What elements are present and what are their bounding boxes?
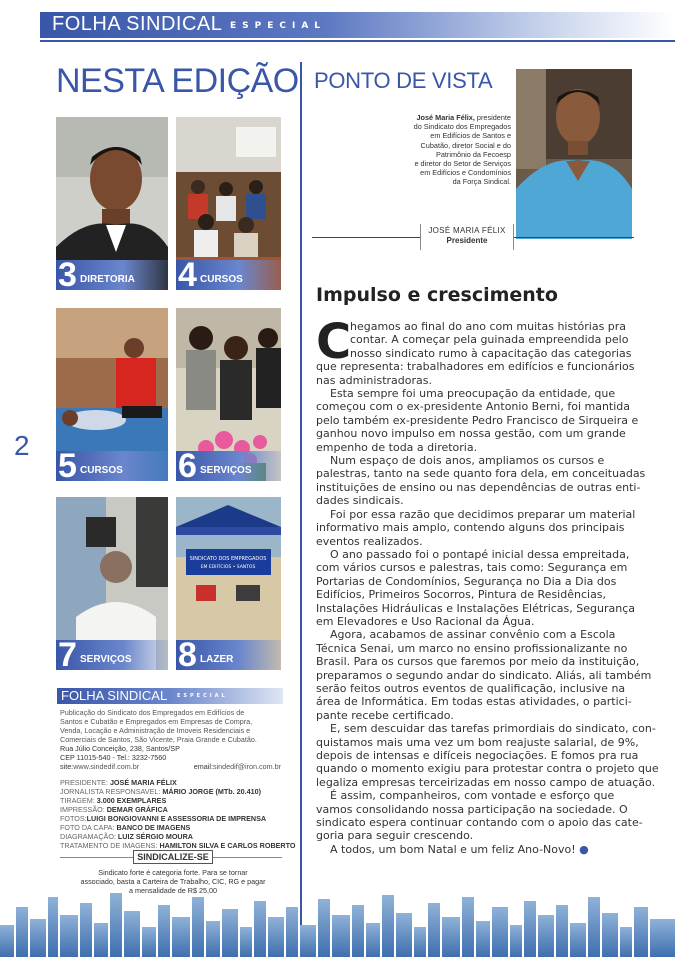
email-label: email: bbox=[193, 762, 213, 771]
bio-line: Patrimônio da Fecoesp bbox=[435, 149, 511, 159]
contents-item-cursos-4[interactable] bbox=[176, 117, 281, 290]
masthead-subtitle: ESPECIAL bbox=[230, 21, 327, 31]
masthead-rule bbox=[40, 40, 675, 42]
page-ref-number: 8 bbox=[178, 636, 197, 670]
article-line: Brasil. Para os cursos que faremos por meio da instituição, bbox=[316, 655, 640, 669]
credit-value: LUIZ SÉRGIO MOURA bbox=[117, 832, 193, 841]
author-bio bbox=[365, 113, 511, 187]
colophon-address: Rua Júlio Conceição, 238, Santos/SP bbox=[60, 744, 180, 753]
page-ref-label: DIRETORIA bbox=[80, 274, 135, 285]
section-title: PONTO DE VISTA bbox=[314, 68, 493, 93]
sindicalize-label: SINDICALIZE-SE bbox=[133, 850, 213, 864]
credit-key: JORNALISTA RESPONSAVEL: bbox=[60, 787, 161, 796]
contents-caption bbox=[56, 636, 168, 670]
article-line: Portarias de Condomínios, Segurança no Dia a Dia dos bbox=[316, 574, 617, 588]
article-line: serão feitos outros eventos de qualificação, inclusive na bbox=[316, 681, 626, 695]
credit-row bbox=[60, 832, 285, 841]
bio-line: e diretor do Setor de Serviços bbox=[414, 159, 511, 169]
article-line: ganhou novo impulso em nossa gestão, com um grande bbox=[316, 427, 626, 441]
article-line: hegamos ao final do ano com muitas histórias pra bbox=[350, 320, 627, 333]
page-ref-label: SERVIÇOS bbox=[80, 654, 132, 665]
caption-role: Presidente bbox=[446, 236, 488, 245]
credit-row bbox=[60, 787, 285, 796]
masthead-bar bbox=[40, 12, 675, 38]
article-line: sindicato espera continuar contando com o apoio das cate- bbox=[316, 816, 643, 830]
banner-text: SINDICATO DOS EMPREGADOS bbox=[189, 556, 267, 562]
contents-title: NESTA EDIÇÃO bbox=[56, 62, 299, 100]
bio-line: da Força Sindical. bbox=[452, 177, 511, 187]
credit-value: MÁRIO JORGE (MTb. 20.410) bbox=[162, 787, 262, 796]
contents-caption bbox=[176, 447, 281, 481]
credit-row bbox=[60, 841, 296, 850]
article-line: com vários cursos e palestras, tais como: Segurança em bbox=[316, 561, 628, 575]
colophon-contacts bbox=[60, 762, 285, 771]
credit-row bbox=[60, 823, 285, 832]
contents-caption bbox=[56, 447, 168, 481]
author-photo bbox=[516, 69, 632, 239]
article-line: informativo mais amplo, contendo alguns dos principais bbox=[316, 521, 625, 535]
bio-line: do Sindicato dos Empregados bbox=[413, 122, 511, 132]
article-line: Foi por essa razão que decidimos preparar um material bbox=[330, 507, 636, 521]
article-line: Num espaço de dois anos, ampliamos os cursos e bbox=[330, 454, 605, 468]
sindicalize-line: associado, basta a Carteira de Trabalho, CIC, RG e pagar bbox=[80, 877, 266, 886]
contents-item-lazer[interactable] bbox=[176, 497, 281, 670]
bio-line: presidente bbox=[474, 113, 511, 122]
article-line: em Elevadores e Uso Racional da Água. bbox=[316, 614, 535, 628]
article-line: contar. A começar pela guinada empreendida pelo bbox=[350, 333, 629, 347]
sindicalize-line: a mensalidade de R$ 25,00 bbox=[129, 886, 217, 895]
bio-line: em Edifícios e Condomínios bbox=[420, 168, 511, 178]
drop-cap: C bbox=[316, 314, 352, 370]
colophon-intro bbox=[60, 708, 285, 771]
contents-item-diretoria[interactable] bbox=[56, 117, 168, 290]
bio-line: Cubatão, diretor Social e do bbox=[420, 140, 511, 150]
colophon-subtitle: ESPECIAL bbox=[177, 693, 228, 699]
page-ref-number: 7 bbox=[58, 636, 77, 670]
article-line: É assim, companheiros, com vontade e esforço que bbox=[330, 789, 615, 803]
credit-value: DEMAR GRÁFICA bbox=[106, 805, 168, 814]
credit-key: IMPRESSÃO: bbox=[60, 805, 105, 814]
column-divider bbox=[300, 62, 302, 930]
site-label: site: bbox=[60, 762, 74, 771]
page-ref-label: SERVIÇOS bbox=[200, 465, 252, 476]
article-line: A todos, um bom Natal e um feliz Ano-Novo! bbox=[330, 842, 576, 856]
photo-caption bbox=[420, 224, 514, 250]
article-line: Instalações Hidráulicas e Instalações Elétricas, Segurança bbox=[316, 601, 635, 615]
article-closing bbox=[316, 843, 634, 856]
credit-key: PRESIDENTE: bbox=[60, 778, 108, 787]
article-line: nosso sindicato rumo à capacitação das categorias bbox=[350, 346, 632, 360]
credit-key: FOTO DA CAPA: bbox=[60, 823, 115, 832]
sindicalize-line: Sindicato forte é categoria forte. Para se tornar bbox=[98, 868, 248, 877]
page-ref-label: CURSOS bbox=[80, 465, 123, 476]
page-ref-number: 4 bbox=[178, 256, 197, 290]
colophon-phones: CEP 11015-540 - Tel.: 3232-7560 bbox=[60, 753, 167, 762]
article-line: área de Informática. Em todas estas atividades, o partici- bbox=[316, 695, 632, 709]
article-line: pelo também ex-presidente Pedro Francisco de Sirqueira e bbox=[316, 413, 639, 427]
colophon-line: Publicação do Sindicato dos Empregados em Edifícios de bbox=[60, 708, 245, 717]
colophon-title: FOLHA SINDICAL bbox=[61, 688, 168, 703]
article-line: empenho de toda a diretoria. bbox=[316, 440, 478, 454]
credit-key: TIRAGEM: bbox=[60, 796, 95, 805]
colophon-line: Comerciais de Santos, São Vicente, Praia Grande e Cubatão. bbox=[60, 735, 257, 744]
credit-value: BANCO DE IMAGENS bbox=[116, 823, 191, 832]
article-line: palestras, tanto na sede quanto fora dela, em conceituadas bbox=[316, 467, 646, 481]
credit-value: JOSÉ MARIA FÉLIX bbox=[109, 778, 177, 787]
contents-item-cursos-5[interactable] bbox=[56, 308, 168, 481]
caption-name: JOSÉ MARIA FÉLIX bbox=[428, 226, 506, 235]
contents-caption bbox=[176, 256, 281, 290]
article-line: Técnica Senai, um marco no ensino profissionalizante no bbox=[316, 641, 628, 655]
credit-key: DIAGRAMAÇÃO: bbox=[60, 832, 116, 841]
credit-value: LUIGI BONGIOVANNI E ASSESSORIA DE IMPRENSA bbox=[86, 814, 267, 823]
credit-row bbox=[60, 805, 285, 814]
contents-item-servicos-6[interactable] bbox=[176, 308, 281, 481]
page-ref-number: 6 bbox=[178, 447, 197, 481]
contents-item-servicos-7[interactable] bbox=[56, 497, 168, 670]
credit-row bbox=[60, 814, 285, 823]
contents-caption bbox=[56, 256, 168, 290]
credit-key: FOTOS: bbox=[60, 814, 87, 823]
site-link[interactable]: www.sindedif.com.br bbox=[73, 762, 140, 771]
contents-caption bbox=[176, 636, 281, 670]
article-line: depois de intensas e difíceis negociações. E fomos pra rua bbox=[316, 749, 639, 762]
credit-row bbox=[60, 796, 285, 805]
page-ref-number: 5 bbox=[58, 447, 77, 481]
article-line: quando o momento exigiu para protestar contra o projeto que bbox=[316, 762, 659, 776]
masthead-title: FOLHA SINDICAL bbox=[52, 13, 223, 35]
article-body bbox=[316, 314, 659, 856]
bio-line: em Edifícios de Santos e bbox=[430, 131, 511, 141]
credit-key: TRATAMENTO DE IMAGENS: bbox=[60, 841, 158, 850]
article-line: Edifícios, Primeiros Socorros, Pintura de Residências, bbox=[316, 588, 607, 602]
article-line: goria para seguir crescendo. bbox=[316, 829, 474, 843]
bio-name: José Maria Félix, bbox=[416, 113, 475, 122]
page-ref-number: 3 bbox=[58, 256, 77, 290]
page-ref-label: LAZER bbox=[200, 654, 234, 665]
article-line: Esta sempre foi uma preocupação da entidade, que bbox=[330, 387, 616, 401]
article-line: legaliza empresas terceirizadas em nosso campo de atuação. bbox=[316, 775, 656, 789]
page-number: 2 bbox=[14, 430, 30, 461]
article-line: que representa: trabalhadores em edifícios e funcionários bbox=[316, 360, 635, 374]
article-line: pante recebe certificado. bbox=[316, 708, 454, 722]
colophon-line: Santos e Cubatão e Empregados em Empresas de Compra, bbox=[60, 717, 253, 726]
email-link[interactable]: sindedif@iron.com.br bbox=[212, 762, 281, 771]
skyline-decoration bbox=[0, 867, 675, 957]
colophon-bar bbox=[57, 688, 283, 704]
article-line: quistamos mais uma vez um bom reajuste salarial, de 9%, bbox=[316, 735, 639, 749]
page-ref-label: CURSOS bbox=[200, 274, 243, 285]
credit-value: 3.000 EXEMPLARES bbox=[96, 796, 167, 805]
article-line: E, sem descuidar das tarefas primordiais do sindicato, con- bbox=[330, 722, 656, 736]
banner-text: EM EDIFÍCIOS • SANTOS bbox=[200, 565, 256, 570]
credit-row bbox=[60, 778, 285, 787]
end-mark-icon: ● bbox=[579, 842, 589, 856]
article-headline: Impulso e crescimento bbox=[316, 284, 558, 306]
article-line: instituições de ensino ou nas dependências de outras enti- bbox=[316, 480, 641, 494]
article-line: preparamos o segundo andar do sindicato. Aliás, ali também bbox=[316, 668, 652, 682]
colophon-line: Venda, Locação e Administração de Imoveis Residenciais e bbox=[60, 726, 251, 735]
article-line: O ano passado foi o pontapé inicial dessa empreitada, bbox=[330, 547, 630, 561]
article-line: nas administradoras. bbox=[316, 373, 432, 387]
article-line: dades sindicais. bbox=[316, 494, 404, 508]
article-line: vamos consolidando nossa participação na sociedade. O bbox=[316, 802, 628, 816]
article-line: eventos realizados. bbox=[316, 534, 423, 548]
article-line: começou com o ex-presidente Antonio Berni, foi mantida bbox=[316, 400, 631, 414]
colophon-credits bbox=[60, 778, 296, 850]
article-line: Agora, acabamos de assinar convênio com a Escola bbox=[330, 628, 616, 642]
credit-value: HAMILTON SILVA E CARLOS ROBERTO bbox=[159, 841, 296, 850]
